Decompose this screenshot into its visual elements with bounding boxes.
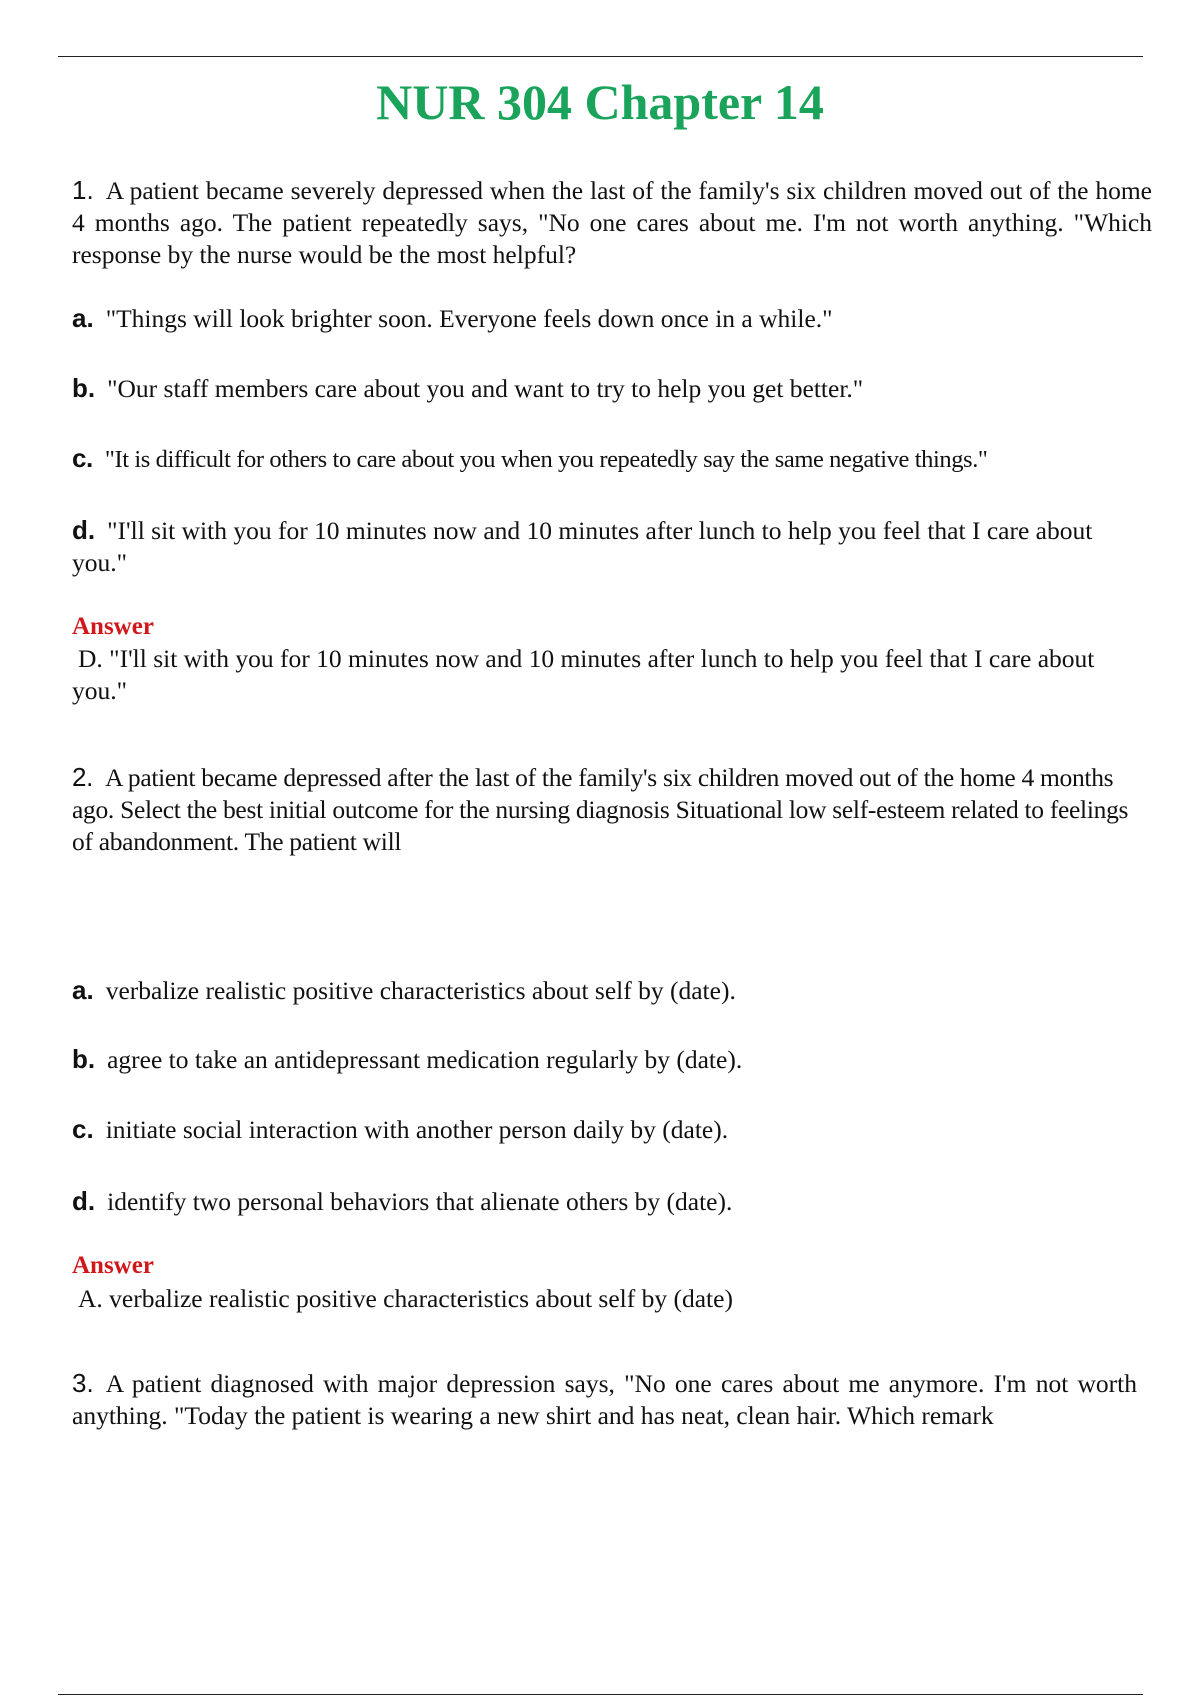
option-text: "I'll sit with you for 10 minutes now and 10 minutes after lunch to help you feel that I care about you." xyxy=(72,516,1093,577)
question-number: 2. xyxy=(72,762,94,792)
option-letter: b. xyxy=(72,373,96,403)
question-text: A patient became severely depressed when the last of the family's six children moved out of the home 4 months ago. The patient repeatedly says, "No one cares about me. I'm not worth anything. "Which response by the nurse would be the most helpful? xyxy=(72,176,1152,269)
option-text: "It is difficult for others to care about you when you repeatedly say the same negative things." xyxy=(104,446,988,473)
option-text: verbalize realistic positive characteristics about self by (date). xyxy=(105,976,736,1005)
option-letter: b. xyxy=(72,1044,96,1074)
option-letter: c. xyxy=(72,1114,94,1144)
answer-label: Answer xyxy=(72,613,154,640)
question-text: A patient became depressed after the last of the family's six children moved out of the home 4 months ago. Select the best initial outcome for the nursing diagnosis Situational low self-esteem related to feelings of abandonment. The patient will xyxy=(72,763,1129,856)
option-letter: d. xyxy=(72,515,96,545)
page-title: NUR 304 Chapter 14 xyxy=(376,74,824,130)
bottom-rule xyxy=(58,1694,1143,1695)
option-text: "Our staff members care about you and want to try to help you get better." xyxy=(107,374,864,403)
option-1d xyxy=(72,514,1152,579)
question-1 xyxy=(72,174,1152,271)
question-number: 3. xyxy=(72,1368,94,1398)
option-letter: a. xyxy=(72,303,94,333)
option-text: initiate social interaction with another person daily by (date). xyxy=(105,1115,729,1144)
option-1b xyxy=(72,372,1152,405)
question-3 xyxy=(72,1367,1137,1432)
option-2b xyxy=(72,1043,1152,1076)
answer-label: Answer xyxy=(72,1252,154,1279)
question-2 xyxy=(72,761,1152,858)
top-rule xyxy=(58,56,1143,57)
option-text: "Things will look brighter soon. Everyone feels down once in a while." xyxy=(105,304,833,333)
answer-text: D. "I'll sit with you for 10 minutes now and 10 minutes after lunch to help you feel that I care about you." xyxy=(72,644,1095,705)
option-text: agree to take an antidepressant medication regularly by (date). xyxy=(107,1045,743,1074)
option-2d xyxy=(72,1185,1152,1218)
option-text: identify two personal behaviors that alienate others by (date). xyxy=(107,1187,733,1216)
option-1c xyxy=(72,442,1152,476)
option-2c xyxy=(72,1113,1152,1146)
answer-text: A. verbalize realistic positive characteristics about self by (date) xyxy=(78,1284,733,1313)
option-letter: d. xyxy=(72,1186,96,1216)
option-2a xyxy=(72,974,1152,1007)
option-letter: a. xyxy=(72,975,94,1005)
option-1a xyxy=(72,302,1152,335)
option-letter: c. xyxy=(72,443,93,473)
question-number: 1. xyxy=(72,175,94,205)
question-text: A patient diagnosed with major depression says, "No one cares about me anymore. I'm not worth anything. "Today the patient is wearing a new shirt and has neat, clean hair. Which remark xyxy=(72,1369,1137,1430)
